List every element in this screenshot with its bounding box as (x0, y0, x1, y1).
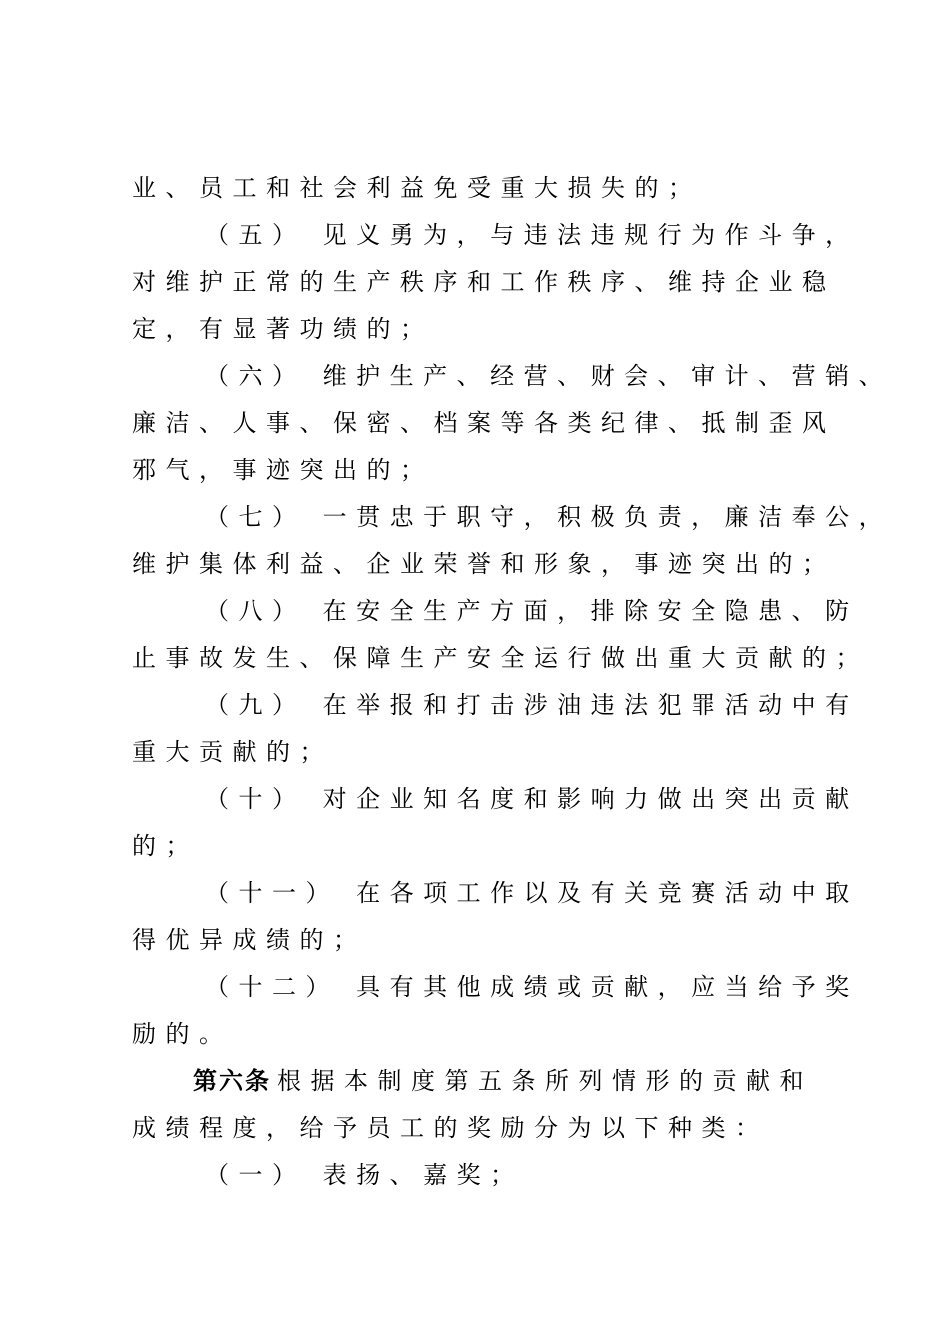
item-ten-line: （十） 对企业知名度和影响力做出突出贡献 (205, 785, 859, 813)
paragraph-line: 邪气，事迹突出的； (132, 456, 434, 484)
article-six-item-one: （一） 表扬、嘉奖； (205, 1161, 524, 1189)
article-six-label: 第六条 (193, 1066, 271, 1095)
article-six-first-line (193, 1066, 933, 1096)
item-nine-line: （九） 在举报和打击涉油违法犯罪活动中有 (205, 691, 859, 719)
paragraph-line: 的； (132, 832, 199, 860)
item-six-line: （六） 维护生产、经营、财会、审计、营销、 (205, 362, 893, 390)
paragraph-line: 励的。 (132, 1020, 233, 1048)
paragraph-line: 定，有显著功绩的； (132, 315, 434, 343)
item-eight-line: （八） 在安全生产方面，排除安全隐患、防 (205, 597, 859, 625)
item-seven-line: （七） 一贯忠于职守，积极负责，廉洁奉公， (205, 503, 893, 531)
item-twelve-line: （十二） 具有其他成绩或贡献，应当给予奖 (205, 973, 859, 1001)
item-eleven-line: （十一） 在各项工作以及有关竞赛活动中取 (205, 879, 859, 907)
article-six-text: 根据本制度第五条所列情形的贡献和 (277, 1067, 813, 1095)
paragraph-line: 廉洁、人事、保密、档案等各类纪律、抵制歪风 (132, 409, 836, 437)
paragraph-line: 重大贡献的； (132, 738, 333, 766)
item-five-line: （五） 见义勇为，与违法违规行为作斗争， (205, 221, 859, 249)
paragraph-line: 对维护正常的生产秩序和工作秩序、维持企业稳 (132, 268, 836, 296)
paragraph-line: 成绩程度，给予员工的奖励分为以下种类： (132, 1114, 769, 1142)
paragraph-line: 业、员工和社会利益免受重大损失的； (132, 174, 702, 202)
paragraph-line: 得优异成绩的； (132, 926, 367, 954)
paragraph-line: 止事故发生、保障生产安全运行做出重大贡献的； (132, 644, 869, 672)
paragraph-line: 维护集体利益、企业荣誉和形象，事迹突出的； (132, 550, 836, 578)
